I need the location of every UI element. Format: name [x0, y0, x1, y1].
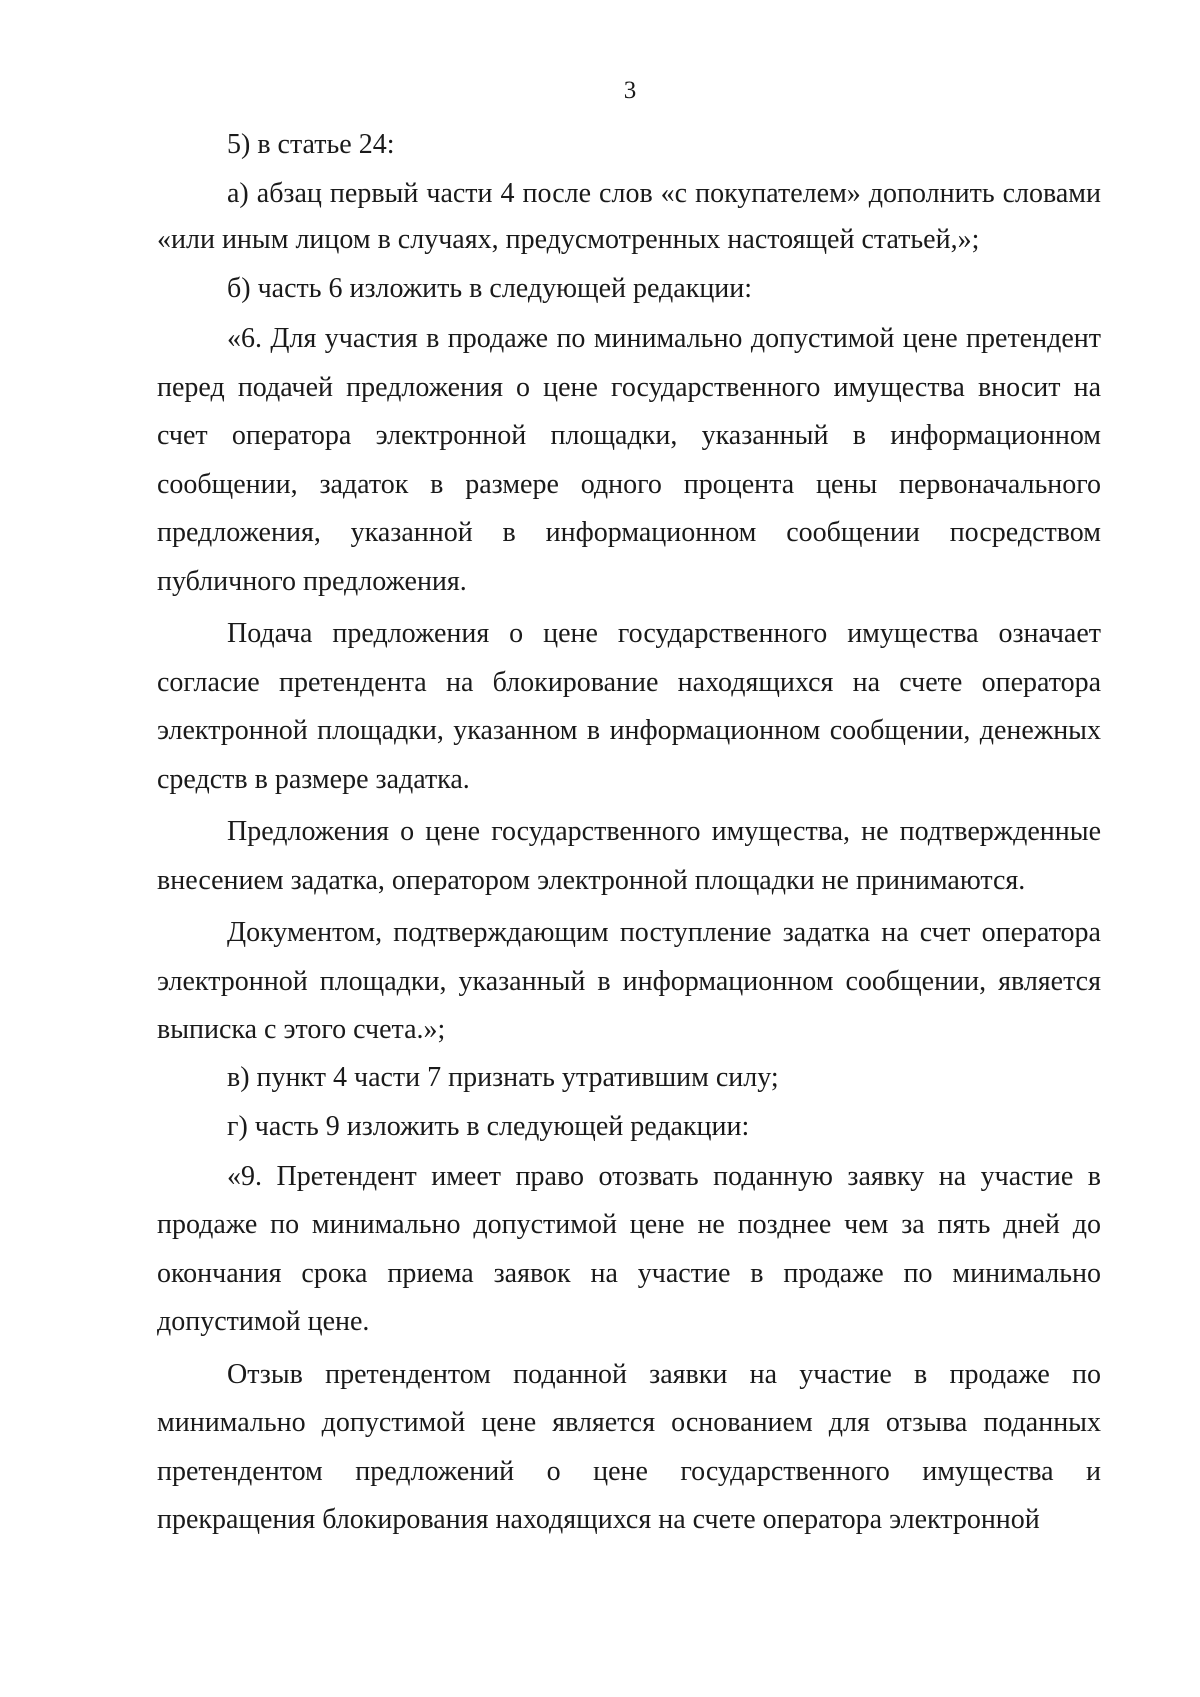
- document-body: [157, 122, 1101, 1545]
- paragraph-unconfirmed-offers: Предложения о цене государственного имущества, не подтвержденные внесением задатка, оператором электронной площадки не принимаются.: [157, 816, 1101, 896]
- paragraph-part-6: «6. Для участия в продаже по минимально допустимой цене претендент перед подачей предложения о цене государственного имущества вносит на счет оператора электронной площадки, указанный в информационном сообщении, задаток в размере одного процента цены первоначального предложения, указанной в информационном сообщении посредством публичного предложения.: [157, 323, 1101, 597]
- paragraph-item-v: в) пункт 4 части 7 признать утратившим силу;: [227, 1061, 779, 1093]
- paragraph-submission-consent: Подача предложения о цене государственного имущества означает согласие претендента на блокирование находящихся на счете оператора электронной площадки, указанном в информационном сообщении, денежных средств в размере задатка.: [157, 618, 1101, 795]
- page-number: 3: [623, 77, 637, 104]
- paragraph-item-a: а) абзац первый части 4 после слов «с покупателем» дополнить словами «или иным лицом в случаях, предусмотренных настоящей статьей,»;: [157, 178, 1101, 255]
- paragraph-article-24: 5) в статье 24:: [227, 129, 395, 160]
- paragraph-item-b: б) часть 6 изложить в следующей редакции:: [227, 273, 753, 304]
- paragraph-deposit-document: Документом, подтверждающим поступление задатка на счет оператора электронной площадки, указанный в информационном сообщении, является выписка с этого счета.»;: [157, 917, 1101, 1045]
- paragraph-withdrawal: Отзыв претендентом поданной заявки на участие в продаже по минимально допустимой цене является основанием для отзыва поданных претендентом предложений о цене государственного имущества и прекращения блокирования находящихся на счете оператора электронной: [157, 1358, 1101, 1535]
- paragraph-part-9: «9. Претендент имеет право отозвать поданную заявку на участие в продаже по минимально допустимой цене не позднее чем за пять дней до окончания срока приема заявок на участие в продаже по минимально допустимой цене.: [157, 1160, 1101, 1337]
- paragraph-item-g: г) часть 9 изложить в следующей редакции:: [227, 1110, 750, 1142]
